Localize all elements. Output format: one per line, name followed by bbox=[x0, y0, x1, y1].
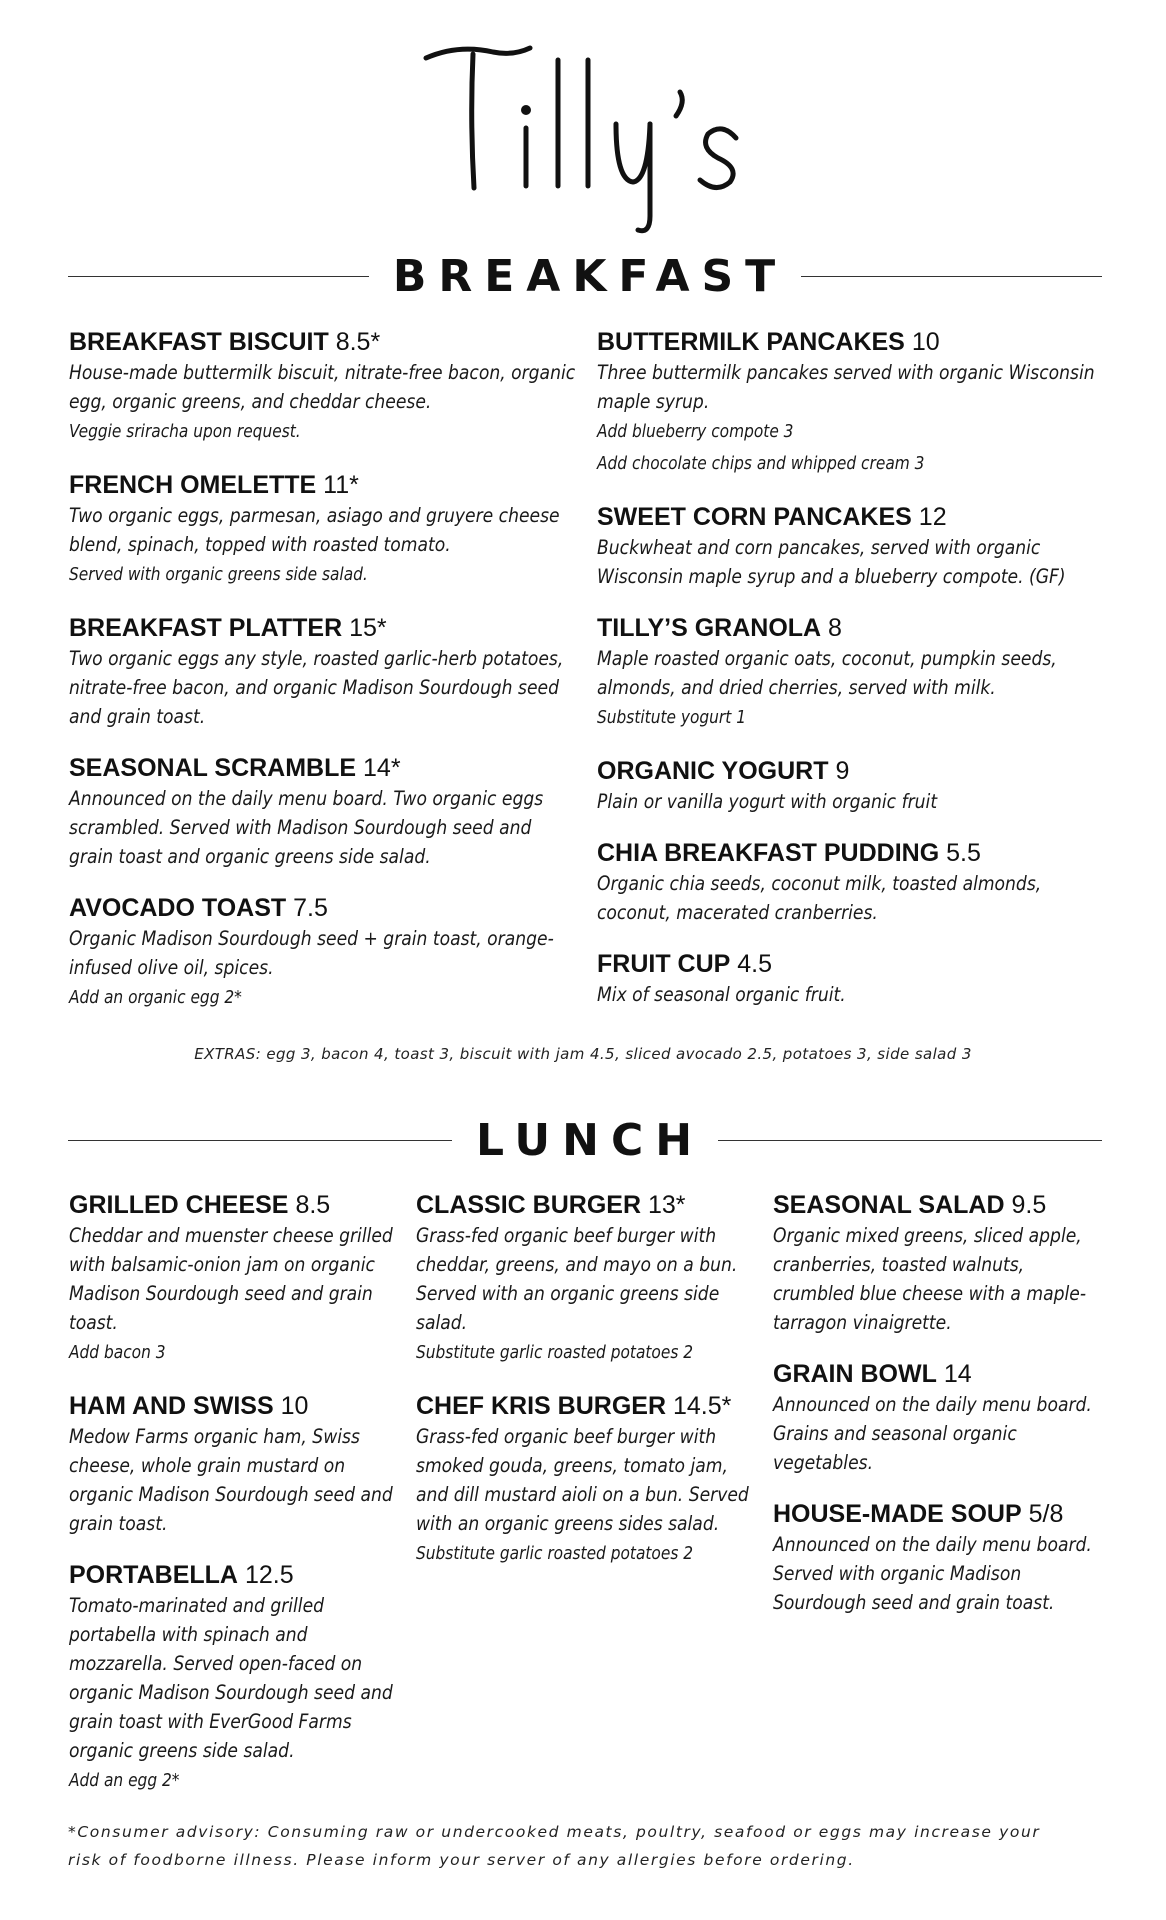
menu-item-name: AVOCADO TOAST bbox=[69, 894, 287, 922]
menu-item-note: Add bacon 3 bbox=[69, 1343, 166, 1363]
menu-item-name: HAM AND SWISS bbox=[69, 1392, 274, 1420]
menu-item-title bbox=[597, 949, 1107, 980]
menu-item-title bbox=[597, 756, 1107, 787]
menu-item-description: Announced on the daily menu board. Two organic eggs scrambled. Served with Madison Sourdough seed and grain toast and organic greens side salad. bbox=[69, 787, 544, 868]
menu-item-price: 5.5 bbox=[946, 839, 981, 867]
menu-item-description: Two organic eggs any style, roasted garlic-herb potatoes, nitrate-free bacon, and organic Madison Sourdough seed and grain toast. bbox=[69, 647, 564, 728]
menu-item-description: Two organic eggs, parmesan, asiago and gruyere cheese blend, spinach, topped with roasted tomato. bbox=[69, 504, 560, 556]
menu-item-description: Plain or vanilla yogurt with organic fruit bbox=[597, 790, 938, 813]
menu-item bbox=[597, 756, 1107, 816]
menu-item-title bbox=[597, 838, 1107, 869]
menu-item-note: Substitute yogurt 1 bbox=[597, 708, 746, 728]
menu-item bbox=[69, 1391, 399, 1538]
menu-item-description: Grass-fed organic beef burger with cheddar, greens, and mayo on a bun. Served with an organic greens side salad. bbox=[416, 1224, 738, 1334]
menu-item-price: 7.5 bbox=[293, 894, 328, 922]
menu-item bbox=[597, 613, 1107, 734]
breakfast-title: BREAKFAST bbox=[392, 250, 788, 302]
menu-item bbox=[597, 502, 1107, 591]
menu-item-description: Announced on the daily menu board. Grains and seasonal organic vegetables. bbox=[773, 1393, 1092, 1474]
menu-item-name: FRUIT CUP bbox=[597, 950, 731, 978]
menu-item bbox=[597, 949, 1107, 1009]
divider bbox=[68, 1140, 452, 1141]
menu-item-description: Announced on the daily menu board. Served with organic Madison Sourdough seed and grain toast. bbox=[773, 1533, 1092, 1614]
menu-item bbox=[597, 838, 1107, 927]
menu-item-description: Organic Madison Sourdough seed + grain toast, orange-infused olive oil, spices. bbox=[69, 927, 554, 979]
menu-item-name: TILLY’S GRANOLA bbox=[597, 614, 822, 642]
menu-item-description: Cheddar and muenster cheese grilled with balsamic-onion jam on organic Madison Sourdough seed and grain toast. bbox=[69, 1224, 393, 1334]
menu-item-name: GRILLED CHEESE bbox=[69, 1191, 289, 1219]
menu-item-price: 12.5 bbox=[244, 1561, 294, 1589]
lunch-column-1 bbox=[69, 1190, 399, 1819]
menu-item-title bbox=[69, 893, 579, 924]
menu-item-price: 14* bbox=[363, 754, 401, 782]
menu-item-price: 10 bbox=[911, 328, 940, 356]
menu-item-name: SEASONAL SALAD bbox=[773, 1191, 1005, 1219]
menu-item-title bbox=[773, 1359, 1108, 1390]
lunch-title: LUNCH bbox=[475, 1114, 705, 1166]
menu-item-description: Tomato-marinated and grilled portabella with spinach and mozzarella. Served open-faced on organic Madison Sourdough seed and grain toast with EverGood Farms organic greens side salad. bbox=[69, 1594, 393, 1762]
divider bbox=[801, 276, 1102, 277]
menu-item-title bbox=[597, 613, 1107, 644]
menu-item-title bbox=[416, 1190, 756, 1221]
menu-item-description: Mix of seasonal organic fruit. bbox=[597, 983, 846, 1006]
menu-item-price: 9.5 bbox=[1011, 1191, 1047, 1219]
menu-item-price: 13* bbox=[647, 1191, 686, 1219]
menu-item-name: SWEET CORN PANCAKES bbox=[597, 503, 912, 531]
menu-item bbox=[69, 893, 579, 1014]
menu-item-price: 8.5 bbox=[295, 1191, 331, 1219]
menu-item-title bbox=[69, 1391, 399, 1422]
menu-item-price: 8 bbox=[828, 614, 842, 642]
tillys-logo bbox=[418, 40, 748, 240]
menu-item-note: Add an organic egg 2* bbox=[69, 988, 242, 1008]
menu-item-name: GRAIN BOWL bbox=[773, 1360, 937, 1388]
menu-item-title bbox=[773, 1499, 1108, 1530]
menu-item-name: PORTABELLA bbox=[69, 1561, 238, 1589]
menu-item bbox=[69, 1190, 399, 1369]
menu-item-price: 5/8 bbox=[1028, 1500, 1064, 1528]
menu-item-title bbox=[69, 327, 579, 358]
menu-item bbox=[773, 1499, 1108, 1617]
menu-item-price: 14 bbox=[943, 1360, 972, 1388]
menu-item-name: BREAKFAST PLATTER bbox=[69, 614, 343, 642]
menu-item bbox=[69, 753, 579, 871]
menu-item-title bbox=[773, 1190, 1108, 1221]
menu-item-title bbox=[597, 327, 1107, 358]
menu-item-name: CLASSIC BURGER bbox=[416, 1191, 642, 1219]
menu-item-description: Grass-fed organic beef burger with smoked gouda, greens, tomato jam, and dill mustard aioli on a bun. Served with an organic greens sides salad. bbox=[416, 1425, 749, 1535]
menu-item-name: HOUSE-MADE SOUP bbox=[773, 1500, 1022, 1528]
menu-item-title bbox=[69, 753, 579, 784]
menu-item bbox=[597, 327, 1107, 480]
menu-item bbox=[69, 470, 579, 591]
menu-item-price: 4.5 bbox=[737, 950, 773, 978]
menu-item bbox=[773, 1190, 1108, 1337]
menu-item-description: Buckwheat and corn pancakes, served with organic Wisconsin maple syrup and a blueberry compote. (GF) bbox=[597, 536, 1066, 588]
logo bbox=[0, 40, 1166, 240]
menu-item-note: Add an egg 2* bbox=[69, 1771, 180, 1791]
lunch-header bbox=[68, 1115, 1102, 1165]
lunch-column-2 bbox=[416, 1190, 756, 1592]
menu-item-price: 8.5* bbox=[335, 328, 381, 356]
menu-item bbox=[69, 1560, 399, 1797]
menu-item-note: Add blueberry compote 3 bbox=[597, 422, 794, 442]
menu-item-name: CHIA BREAKFAST PUDDING bbox=[597, 839, 940, 867]
menu-item-description: Organic mixed greens, sliced apple, cranberries, toasted walnuts, crumbled blue cheese with a maple-tarragon vinaigrette. bbox=[773, 1224, 1087, 1334]
menu-item-name: BREAKFAST BISCUIT bbox=[69, 328, 329, 356]
menu-item bbox=[69, 613, 579, 731]
menu-item-note: Veggie sriracha upon request. bbox=[69, 422, 301, 442]
divider bbox=[68, 276, 369, 277]
menu-item-title bbox=[69, 1560, 399, 1591]
menu-item-price: 15* bbox=[349, 614, 387, 642]
breakfast-header bbox=[68, 251, 1102, 301]
menu-item-price: 12 bbox=[918, 503, 947, 531]
menu-item-price: 11* bbox=[323, 471, 359, 499]
menu-item-title bbox=[69, 470, 579, 501]
menu-item bbox=[773, 1359, 1108, 1477]
menu-item bbox=[69, 327, 579, 448]
breakfast-left-column bbox=[69, 327, 579, 1036]
menu-item-description: House-made buttermilk biscuit, nitrate-free bacon, organic egg, organic greens, and cheddar cheese. bbox=[69, 361, 576, 413]
divider bbox=[718, 1140, 1102, 1141]
menu-item-note: Served with organic greens side salad. bbox=[69, 565, 368, 585]
menu-item-title bbox=[69, 613, 579, 644]
menu-item-name: CHEF KRIS BURGER bbox=[416, 1392, 667, 1420]
breakfast-extras: EXTRAS: egg 3, bacon 4, toast 3, biscuit with jam 4.5, sliced avocado 2.5, potatoes 3, side salad 3 bbox=[194, 1045, 972, 1063]
menu-item-title bbox=[69, 1190, 399, 1221]
lunch-column-3 bbox=[773, 1190, 1108, 1639]
menu-item-note: Substitute garlic roasted potatoes 2 bbox=[416, 1544, 694, 1564]
breakfast-right-column bbox=[597, 327, 1107, 1031]
consumer-advisory: *Consumer advisory: Consuming raw or undercooked meats, poultry, seafood or eggs may increase your risk of foodborne illness. Please inform your server of any allergies before ordering. bbox=[68, 1823, 1041, 1869]
menu-item bbox=[416, 1190, 756, 1369]
menu-item-name: SEASONAL SCRAMBLE bbox=[69, 754, 357, 782]
menu-item-description: Organic chia seeds, coconut milk, toasted almonds, coconut, macerated cranberries. bbox=[597, 872, 1042, 924]
menu-item-note: Add chocolate chips and whipped cream 3 bbox=[597, 454, 925, 474]
menu-item-description: Three buttermilk pancakes served with organic Wisconsin maple syrup. bbox=[597, 361, 1095, 413]
menu-item-note: Substitute garlic roasted potatoes 2 bbox=[416, 1343, 694, 1363]
menu-item-description: Maple roasted organic oats, coconut, pumpkin seeds, almonds, and dried cherries, served with milk. bbox=[597, 647, 1057, 699]
menu-item-title bbox=[597, 502, 1107, 533]
menu-item-title bbox=[416, 1391, 756, 1422]
menu-item-name: BUTTERMILK PANCAKES bbox=[597, 328, 905, 356]
menu-item-price: 14.5* bbox=[672, 1392, 732, 1420]
menu-item-price: 9 bbox=[835, 757, 850, 785]
menu-item-name: ORGANIC YOGURT bbox=[597, 757, 829, 785]
menu-item-name: FRENCH OMELETTE bbox=[69, 471, 317, 499]
menu-item bbox=[416, 1391, 756, 1570]
menu-item-price: 10 bbox=[280, 1392, 309, 1420]
menu-item-description: Medow Farms organic ham, Swiss cheese, whole grain mustard on organic Madison Sourdough seed and grain toast. bbox=[69, 1425, 393, 1535]
